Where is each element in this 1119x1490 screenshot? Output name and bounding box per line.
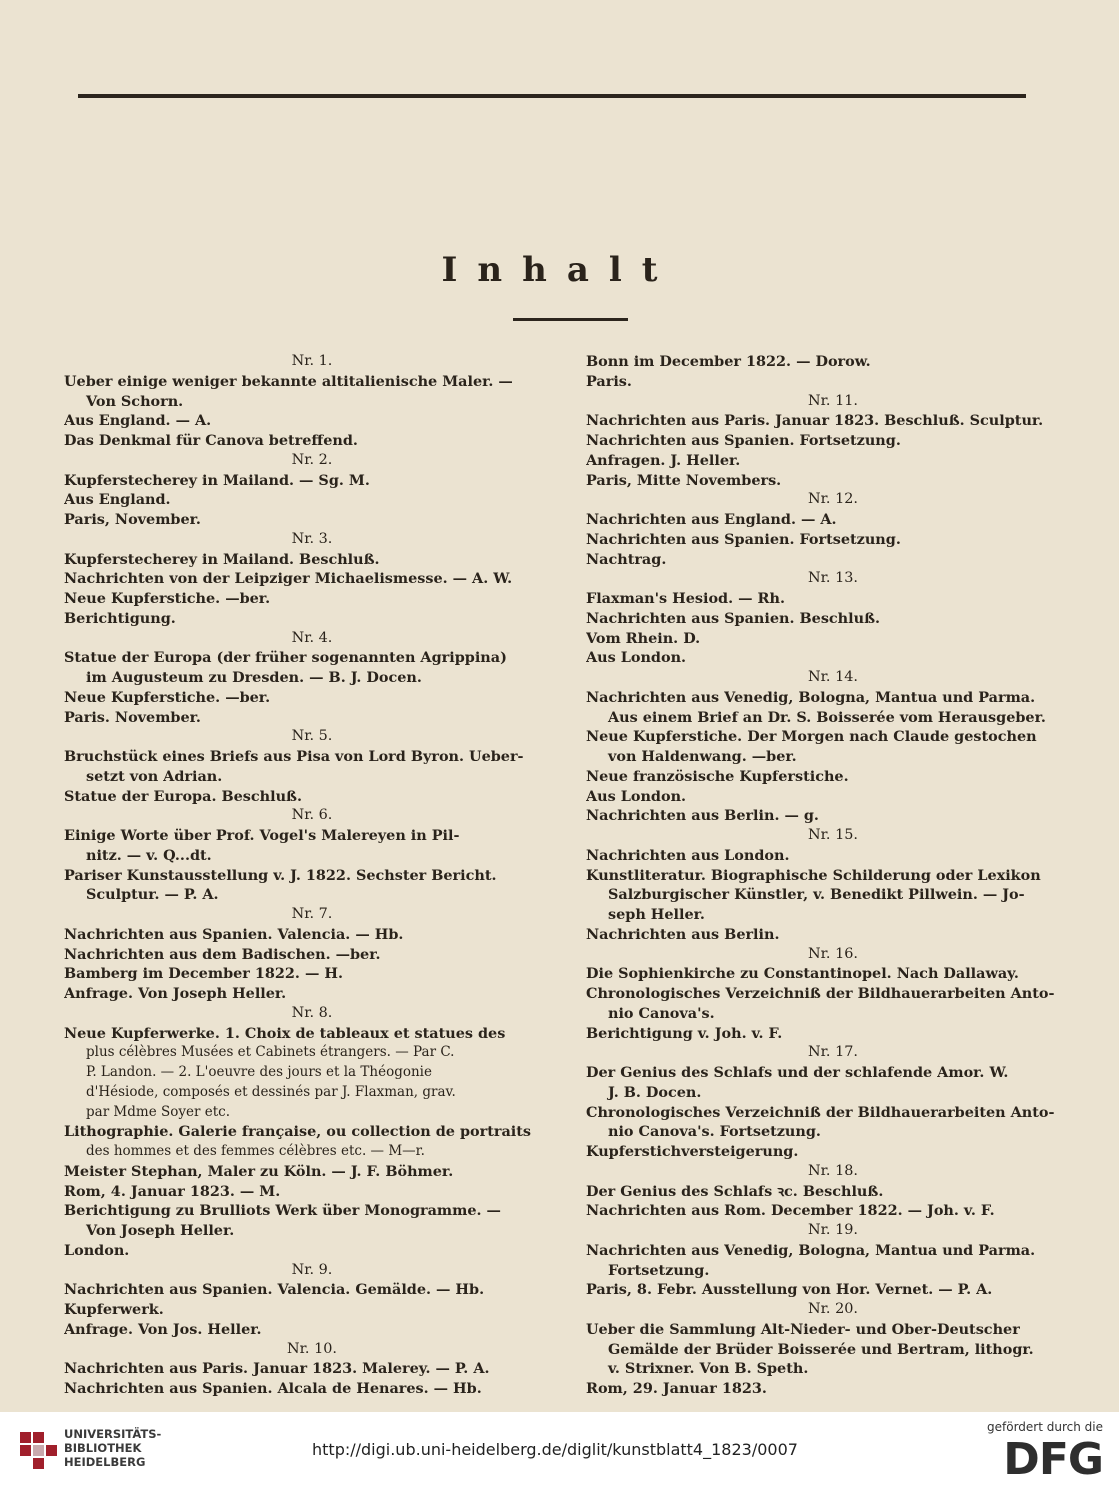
contents-entry: Nachtrag.	[586, 550, 667, 568]
library-name-line: BIBLIOTHEK	[64, 1441, 142, 1455]
contents-entry: Kupferstecherey in Mailand. — Sg. M.	[64, 471, 370, 489]
contents-entry: Lithographie. Galerie française, ou collection de portraits	[64, 1123, 531, 1141]
contents-entry: Aus London.	[586, 649, 687, 667]
contents-entry: Fortsetzung.	[608, 1261, 710, 1279]
top-rule	[78, 94, 1026, 98]
contents-entry: Von Schorn.	[86, 392, 184, 410]
contents-entry: Nachrichten aus Spanien. Fortsetzung.	[586, 432, 901, 449]
contents-entry: Anfrage. Von Jos. Heller.	[64, 1320, 262, 1338]
library-name-line: HEIDELBERG	[64, 1455, 146, 1469]
contents-entry: Nachrichten aus Rom. December 1822. — Joh. v. F.	[586, 1202, 995, 1220]
contents-entry: Nachrichten aus London.	[586, 846, 790, 864]
contents-entry: Bamberg im December 1822. — H.	[64, 965, 343, 983]
contents-entry: Sculptur. — P. A.	[86, 886, 219, 904]
issue-number-heading: Nr. 17.	[808, 1044, 858, 1061]
contents-entry: Vom Rhein. D.	[586, 629, 701, 647]
contents-entry: Der Genius des Schlafs und der schlafende Amor. W.	[586, 1064, 1009, 1081]
contents-entry: Einige Worte über Prof. Vogel's Malereyen in Pil-	[64, 827, 460, 844]
contents-entry: Berichtigung.	[64, 609, 176, 627]
contents-entry: Bruchstück eines Briefs aus Pisa von Lord Byron. Ueber-	[64, 748, 524, 765]
contents-entry: von Haldenwang. —ber.	[608, 748, 797, 765]
issue-number-heading: Nr. 6.	[291, 807, 333, 824]
contents-entry: Nachrichten aus Venedig, Bologna, Mantua und Parma.	[586, 688, 1036, 706]
contents-entry: Das Denkmal für Canova betreffend.	[64, 432, 358, 449]
contents-entry: Aus London.	[586, 787, 687, 805]
contents-entry: Nachrichten aus Paris. Januar 1823. Malerey. — P. A.	[64, 1360, 490, 1378]
contents-left-column	[64, 352, 560, 1399]
contents-entry: Neue Kupferstiche. Der Morgen nach Claude gestochen	[586, 728, 1037, 746]
issue-number-heading: Nr. 3.	[291, 530, 333, 547]
contents-entry: Aus England.	[64, 491, 171, 509]
issue-number-heading: Nr. 18.	[808, 1162, 858, 1179]
contents-entry: Nachrichten aus Spanien. Beschluß.	[586, 609, 881, 627]
contents-entry: par Mdme Soyer etc.	[86, 1103, 230, 1120]
contents-entry: Nachrichten aus Venedig, Bologna, Mantua und Parma.	[586, 1241, 1036, 1259]
contents-entry: Neue Kupferstiche. —ber.	[64, 688, 271, 706]
contents-entry: Pariser Kunstausstellung v. J. 1822. Sechster Bericht.	[64, 866, 497, 884]
contents-entry: Paris, Mitte Novembers.	[586, 471, 782, 489]
contents-entry: Anfragen. J. Heller.	[586, 451, 741, 469]
contents-entry: Rom, 4. Januar 1823. — M.	[64, 1182, 281, 1200]
contents-entry: Ueber einige weniger bekannte altitalienische Maler. —	[64, 372, 513, 390]
dfg-logo: DFG	[1003, 1434, 1103, 1485]
contents-entry: Kupferstecherey in Mailand. Beschluß.	[64, 550, 380, 568]
contents-entry: Anfrage. Von Joseph Heller.	[64, 985, 287, 1002]
issue-number-heading: Nr. 9.	[291, 1261, 333, 1278]
contents-entry: Nachrichten aus England. — A.	[586, 511, 837, 528]
contents-entry: Berichtigung zu Brulliots Werk über Monogramme. —	[64, 1202, 501, 1220]
issue-number-heading: Nr. 10.	[287, 1340, 337, 1357]
contents-entry: nitz. — v. Q...dt.	[86, 846, 212, 864]
contents-entry: Paris, 8. Febr. Ausstellung von Hor. Vernet. — P. A.	[586, 1281, 993, 1299]
contents-entry: Paris.	[586, 372, 632, 390]
issue-number-heading: Nr. 19.	[808, 1222, 858, 1238]
library-name-line: UNIVERSITÄTS-	[64, 1427, 162, 1441]
contents-entry: im Augusteum zu Dresden. — B. J. Docen.	[86, 669, 422, 686]
contents-entry: Nachrichten aus dem Badischen. —ber.	[64, 945, 381, 963]
issue-number-heading: Nr. 1.	[291, 353, 333, 369]
contents-entry: d'Hésiode, composés et dessinés par J. Flaxman, grav.	[86, 1083, 456, 1100]
contents-entry: Statue der Europa. Beschluß.	[64, 787, 302, 805]
contents-entry: Chronologisches Verzeichniß der Bildhauerarbeiten Anto-	[586, 985, 1055, 1002]
contents-entry: Nachrichten von der Leipziger Michaelismesse. — A. W.	[64, 570, 513, 588]
issue-number-heading: Nr. 2.	[291, 451, 333, 468]
contents-entry: Die Sophienkirche zu Constantinopel. Nach Dallaway.	[586, 965, 1019, 983]
contents-entry: Meister Stephan, Maler zu Köln. — J. F. Böhmer.	[64, 1162, 454, 1180]
contents-entry: Nachrichten aus Spanien. Alcala de Henares. — Hb.	[64, 1380, 482, 1397]
contents-entry: Aus England. — A.	[64, 412, 212, 430]
contents-entry: Aus einem Brief an Dr. S. Boisserée vom Herausgeber.	[608, 708, 1046, 726]
contents-entry: Der Genius des Schlafs ꝛc. Beschluß.	[586, 1182, 884, 1200]
contents-entry: Nachrichten aus Spanien. Fortsetzung.	[586, 530, 901, 548]
contents-entry: Von Joseph Heller.	[86, 1222, 235, 1239]
contents-entry: plus célèbres Musées et Cabinets étrangers. — Par C.	[86, 1044, 455, 1061]
contents-entry: Chronologisches Verzeichniß der Bildhauerarbeiten Anto-	[586, 1103, 1055, 1121]
university-library-name	[64, 1427, 161, 1469]
issue-number-heading: Nr. 12.	[808, 491, 858, 508]
contents-entry: Nachrichten aus Paris. Januar 1823. Beschluß. Sculptur.	[586, 412, 1044, 430]
source-url-link[interactable]: http://digi.ub.uni-heidelberg.de/diglit/kunstblatt4_1823/0007	[312, 1440, 798, 1459]
issue-number-heading: Nr. 11.	[808, 392, 858, 409]
contents-entry: seph Heller.	[608, 906, 705, 923]
contents-entry: Kunstliteratur. Biographische Schilderung oder Lexikon	[586, 866, 1041, 884]
page-title: Inhalt	[441, 250, 678, 290]
university-library-logo-icon	[18, 1430, 60, 1472]
viewer-footer	[0, 1412, 1119, 1490]
contents-entry: Berichtigung v. Joh. v. F.	[586, 1024, 783, 1042]
contents-entry: des hommes et des femmes célèbres etc. — M—r.	[86, 1143, 425, 1159]
contents-entry: setzt von Adrian.	[86, 767, 223, 785]
contents-entry: Salzburgischer Künstler, v. Benedikt Pillwein. — Jo-	[608, 886, 1025, 904]
issue-number-heading: Nr. 15.	[808, 827, 858, 843]
contents-entry: Gemälde der Brüder Boisserée und Bertram, lithogr.	[608, 1340, 1034, 1358]
contents-entry: Neue Kupferwerke. 1. Choix de tableaux et statues des	[64, 1024, 506, 1042]
contents-entry: Statue der Europa (der früher sogenannten Agrippina)	[64, 649, 507, 667]
title-rule	[513, 318, 628, 321]
contents-entry: nio Canova's. Fortsetzung.	[608, 1123, 821, 1141]
contents-entry: Ueber die Sammlung Alt-Nieder- und Ober-Deutscher	[586, 1320, 1020, 1338]
contents-entry: v. Strixner. Von B. Speth.	[608, 1360, 809, 1378]
issue-number-heading: Nr. 8.	[291, 1004, 333, 1021]
issue-number-heading: Nr. 16.	[808, 945, 858, 962]
contents-right-column	[586, 352, 1080, 1399]
contents-entry: Kupferwerk.	[64, 1301, 164, 1318]
contents-entry: J. B. Docen.	[608, 1083, 702, 1101]
contents-entry: Nachrichten aus Spanien. Valencia. Gemälde. — Hb.	[64, 1281, 485, 1299]
contents-entry: Neue französische Kupferstiche.	[586, 767, 849, 785]
contents-entry: nio Canova's.	[608, 1004, 715, 1022]
contents-entry: Flaxman's Hesiod. — Rh.	[586, 590, 785, 607]
funding-label: gefördert durch die	[987, 1420, 1103, 1434]
contents-entry: Rom, 29. Januar 1823.	[586, 1380, 767, 1397]
contents-entry: Kupferstichversteigerung.	[586, 1143, 799, 1160]
issue-number-heading: Nr. 7.	[291, 906, 333, 922]
contents-entry: Nachrichten aus Berlin. — g.	[586, 807, 819, 825]
contents-entry: Neue Kupferstiche. —ber.	[64, 590, 271, 607]
issue-number-heading: Nr. 13.	[808, 570, 858, 587]
issue-number-heading: Nr. 5.	[291, 728, 333, 745]
issue-number-heading: Nr. 20.	[808, 1301, 858, 1317]
issue-number-heading: Nr. 4.	[291, 629, 333, 646]
contents-entry: Paris. November.	[64, 708, 201, 726]
contents-entry: Bonn im December 1822. — Dorow.	[586, 353, 871, 370]
contents-entry: P. Landon. — 2. L'oeuvre des jours et la Théogonie	[86, 1064, 432, 1080]
contents-entry: Paris, November.	[64, 511, 201, 528]
contents-entry: Nachrichten aus Spanien. Valencia. — Hb.	[64, 925, 404, 943]
contents-entry: Nachrichten aus Berlin.	[586, 925, 780, 943]
contents-entry: London.	[64, 1241, 130, 1259]
issue-number-heading: Nr. 14.	[808, 669, 858, 685]
